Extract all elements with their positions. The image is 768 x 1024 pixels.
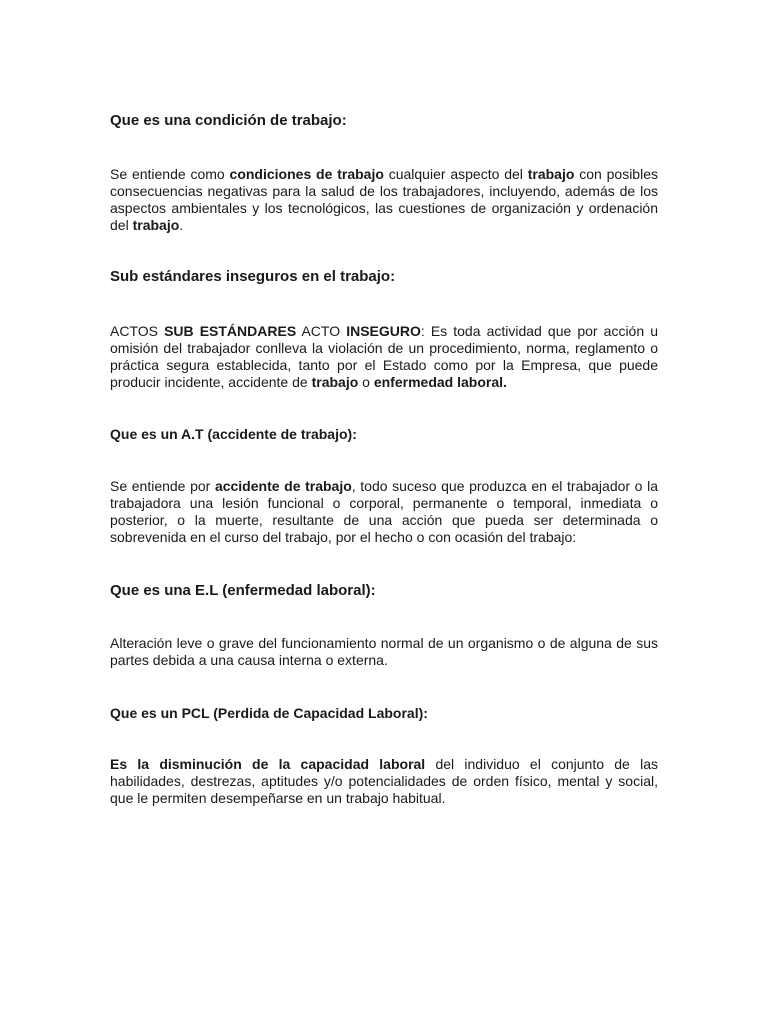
text-run: Alteración leve o grave del funcionamiento normal de un organismo o de alguna de sus partes debida a una causa interna o externa. [110,635,658,668]
text-run: . [179,217,184,233]
text-run: cualquier aspecto del [383,166,528,182]
paragraph-accidente-trabajo [110,478,658,546]
text-run: del individuo el conjunto de las habilidades, destrezas, aptitudes y/o potencialidades de orden físico, mental y social, que le permiten desempeñarse en un trabajo habitual. [110,756,659,806]
heading-enfermedad-laboral: Que es una E.L (enfermedad laboral): [110,582,376,599]
paragraph-sub-estandares [110,323,658,391]
text-run: o [358,374,374,390]
heading-pcl: Que es un PCL (Perdida de Capacidad Laboral): [110,705,428,721]
bold-text-run: SUB ESTÁNDARES [164,323,297,339]
bold-text-run: condiciones de trabajo [229,166,384,182]
text-run: , todo suceso que produzca en el trabajador o la trabajadora una lesión funcional o corporal, permanente o temporal, inmediata o posterior, o la muerte, resultante de una acción que pueda ser determinada o sobrevenida en el curso del trabajo, por el hecho o con ocasión del trabajo: [110,478,658,545]
paragraph-pcl [110,756,658,807]
text-run: : Es toda actividad que por acción u omisión del trabajador conlleva la violación de un procedimiento, norma, reglamento o práctica segura establecida, tanto por el Estado como por la Empresa, que puede producir incidente, accidente de [110,323,658,390]
bold-text-run: enfermedad laboral. [373,374,507,390]
text-run: Se entiende por [110,478,215,494]
paragraph-condicion-trabajo [110,166,658,234]
bold-text-run: accidente de trabajo [214,478,352,494]
heading-sub-estandares: Sub estándares inseguros en el trabajo: [110,268,396,285]
heading-accidente-trabajo: Que es un A.T (accidente de trabajo): [110,426,357,442]
bold-text-run: trabajo [132,217,180,233]
text-run: Se entiende como [110,166,230,182]
text-run: con posibles consecuencias negativas para la salud de los trabajadores, incluyendo, además de los aspectos ambientales y los tecnológicos, las cuestiones de organización y ordenación del [110,166,658,233]
bold-text-run: trabajo [311,374,359,390]
heading-condicion-trabajo: Que es una condición de trabajo: [110,112,347,129]
bold-text-run: Es la disminución de la capacidad laboral [110,756,426,772]
text-run: ACTO [296,323,347,339]
paragraph-enfermedad-laboral [110,635,658,669]
text-run: ACTOS [110,323,165,339]
bold-text-run: trabajo [527,166,575,182]
bold-text-run: INSEGURO [346,323,421,339]
